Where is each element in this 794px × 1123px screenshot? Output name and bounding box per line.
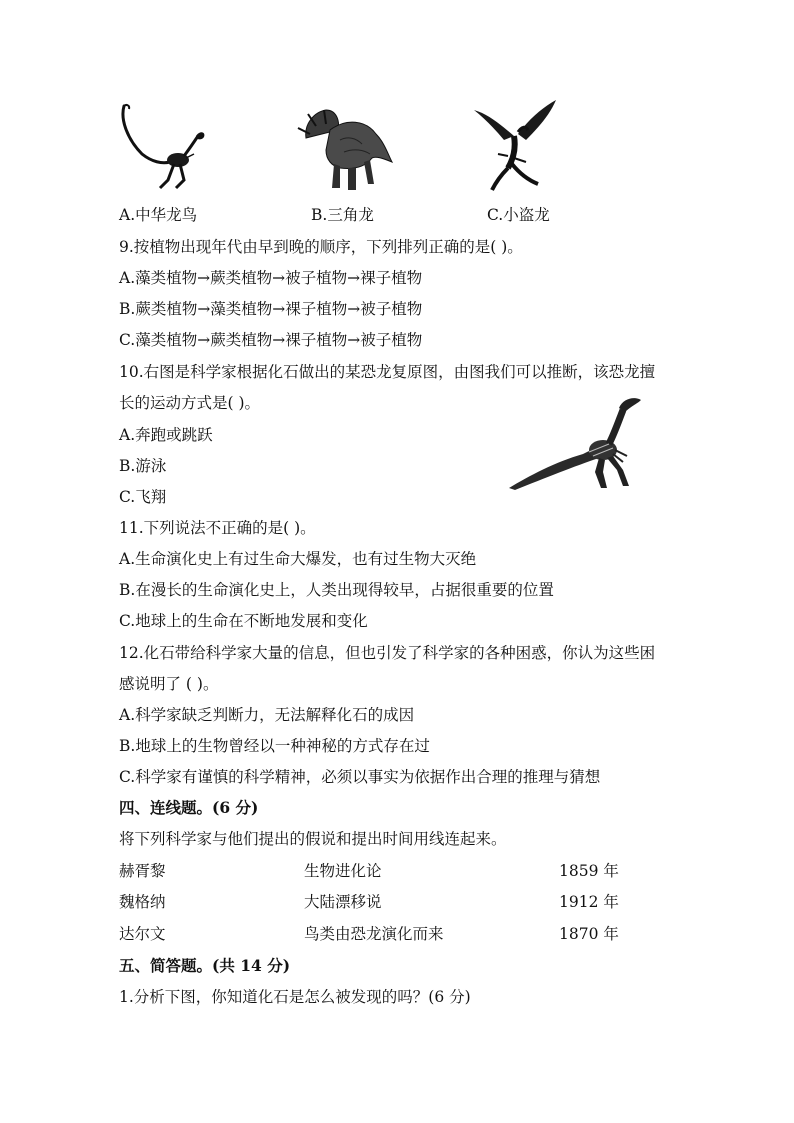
q10-option-b[interactable]: B.游泳 xyxy=(119,457,167,475)
matching-hypothesis[interactable]: 生物进化论 xyxy=(304,862,382,880)
q11-option-c[interactable]: C.地球上的生命在不断地发展和变化 xyxy=(119,612,368,630)
matching-year[interactable]: 1859 年 xyxy=(559,862,619,880)
q12-option-c[interactable]: C.科学家有谨慎的科学精神，必须以事实为依据作出合理的推理与猜想 xyxy=(119,768,601,786)
microraptor-image xyxy=(470,96,560,194)
q9-stem: 9.按植物出现年代由早到晚的顺序，下列排列正确的是( )。 xyxy=(119,238,523,256)
section5-heading: 五、简答题。(共 14 分) xyxy=(119,956,291,975)
q10-option-a[interactable]: A.奔跑或跳跃 xyxy=(119,426,213,444)
q8-option-b[interactable]: B.三角龙 xyxy=(311,206,374,224)
matching-hypothesis[interactable]: 鸟类由恐龙演化而来 xyxy=(304,925,444,943)
triceratops-image xyxy=(296,100,394,194)
matching-year[interactable]: 1870 年 xyxy=(559,925,619,943)
q8-option-c[interactable]: C.小盗龙 xyxy=(487,206,550,224)
q11-stem: 11.下列说法不正确的是( )。 xyxy=(119,519,316,537)
q10-stem-line1: 10.右图是科学家根据化石做出的某恐龙复原图，由图我们可以推断，该恐龙擅 xyxy=(119,363,656,381)
section4-instruction: 将下列科学家与他们提出的假说和提出时间用线连起来。 xyxy=(119,830,507,848)
matching-hypothesis[interactable]: 大陆漂移说 xyxy=(304,893,382,911)
section4-heading: 四、连线题。(6 分) xyxy=(119,798,259,817)
matching-year[interactable]: 1912 年 xyxy=(559,893,619,911)
q9-option-a[interactable]: A.藻类植物→蕨类植物→被子植物→裸子植物 xyxy=(119,269,423,287)
q9-option-c[interactable]: C.藻类植物→蕨类植物→裸子植物→被子植物 xyxy=(119,331,423,349)
q12-option-b[interactable]: B.地球上的生物曾经以一种神秘的方式存在过 xyxy=(119,737,430,755)
q12-option-a[interactable]: A.科学家缺乏判断力，无法解释化石的成因 xyxy=(119,706,415,724)
matching-scientist[interactable]: 达尔文 xyxy=(119,925,166,943)
sinosauropteryx-image xyxy=(118,100,210,194)
section5-question1: 1.分析下图，你知道化石是怎么被发现的吗？(6 分) xyxy=(119,988,471,1006)
q11-option-b[interactable]: B.在漫长的生命演化史上，人类出现得较早，占据很重要的位置 xyxy=(119,581,554,599)
q12-stem-line1: 12.化石带给科学家大量的信息，但也引发了科学家的各种困惑，你认为这些困 xyxy=(119,644,656,662)
q9-option-b[interactable]: B.蕨类植物→藻类植物→裸子植物→被子植物 xyxy=(119,300,423,318)
matching-scientist[interactable]: 赫胥黎 xyxy=(119,862,166,880)
q12-stem-line2: 感说明了 ( )。 xyxy=(119,675,219,693)
q8-option-a[interactable]: A.中华龙鸟 xyxy=(119,206,198,224)
q10-stem-line2: 长的运动方式是( )。 xyxy=(119,394,261,412)
dinosaur-reconstruction-image xyxy=(505,392,645,496)
q10-option-c[interactable]: C.飞翔 xyxy=(119,488,167,506)
q11-option-a[interactable]: A.生命演化史上有过生命大爆发，也有过生物大灭绝 xyxy=(119,550,477,568)
matching-scientist[interactable]: 魏格纳 xyxy=(119,893,166,911)
